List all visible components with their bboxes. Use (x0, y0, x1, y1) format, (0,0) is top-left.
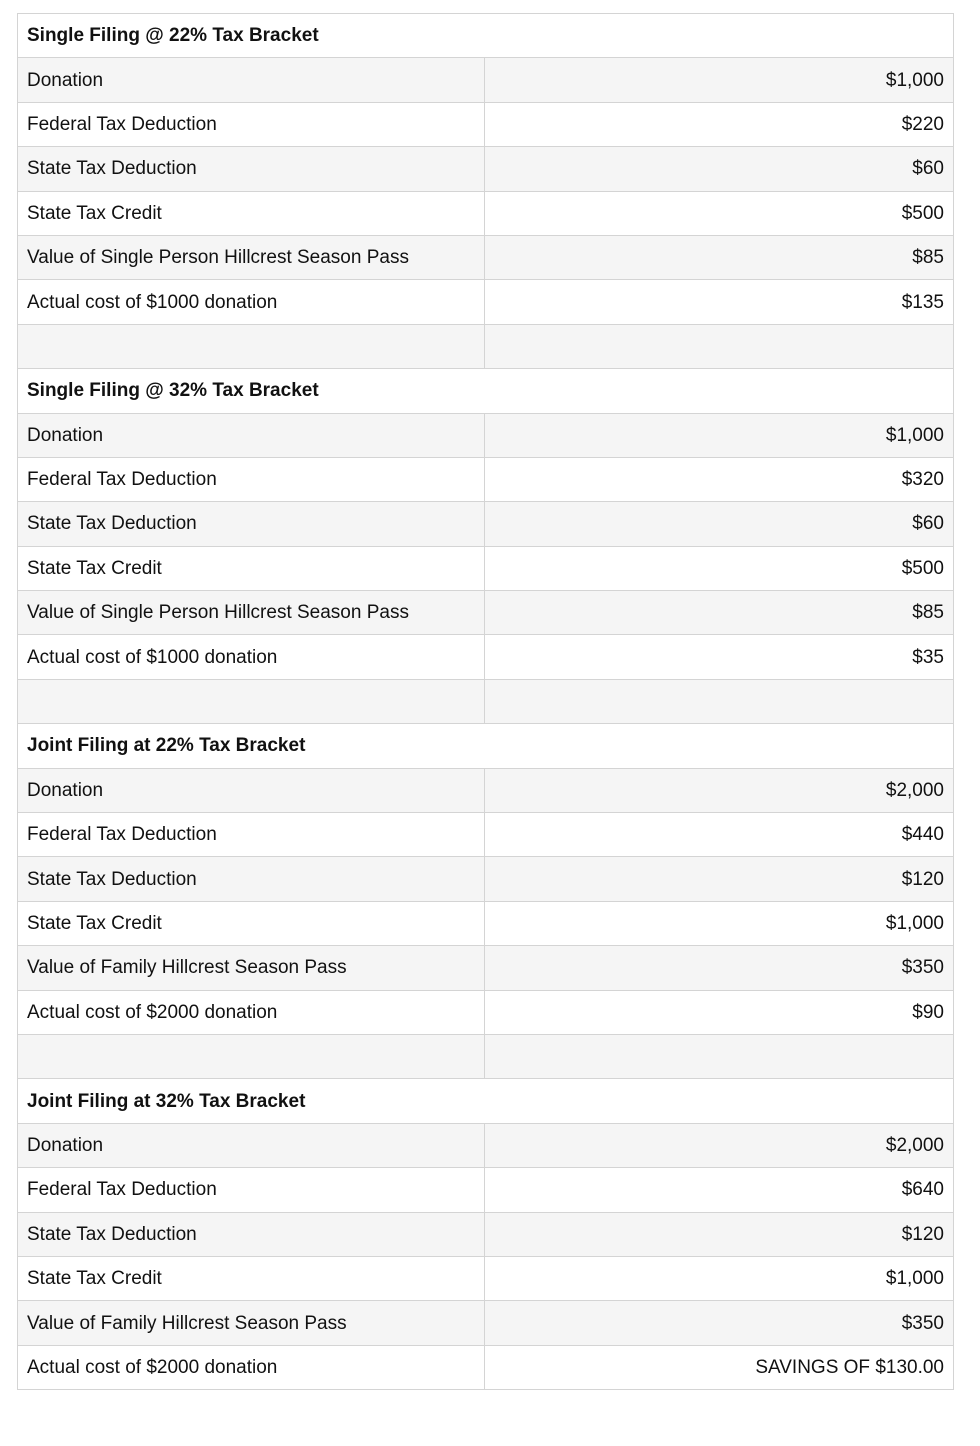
spacer-cell (18, 679, 485, 723)
row-label: Donation (18, 413, 485, 457)
row-label: State Tax Deduction (18, 147, 485, 191)
spacer-cell (18, 1034, 485, 1078)
table-row (18, 235, 954, 279)
table-row (18, 990, 954, 1034)
section-header (18, 1079, 954, 1123)
row-label: Value of Family Hillcrest Season Pass (18, 1301, 485, 1345)
table-row (18, 1256, 954, 1300)
row-value: $1,000 (485, 413, 954, 457)
row-value: $1,000 (485, 1256, 954, 1300)
row-value: $2,000 (485, 1123, 954, 1167)
tax-table-body (18, 14, 954, 1390)
section-title: Single Filing @ 32% Tax Bracket (18, 369, 954, 413)
row-value: SAVINGS OF $130.00 (485, 1345, 954, 1389)
table-row (18, 147, 954, 191)
table-row (18, 191, 954, 235)
section-header (18, 14, 954, 58)
table-row (18, 502, 954, 546)
row-label: Value of Family Hillcrest Season Pass (18, 946, 485, 990)
row-value: $120 (485, 1212, 954, 1256)
row-label: State Tax Credit (18, 901, 485, 945)
row-label: Value of Single Person Hillcrest Season Pass (18, 591, 485, 635)
row-label: Federal Tax Deduction (18, 1168, 485, 1212)
row-label: Actual cost of $2000 donation (18, 1345, 485, 1389)
table-row (18, 1212, 954, 1256)
spacer-row (18, 1034, 954, 1078)
spacer-row (18, 679, 954, 723)
table-row (18, 1123, 954, 1167)
row-label: Actual cost of $2000 donation (18, 990, 485, 1034)
table-row (18, 946, 954, 990)
row-value: $90 (485, 990, 954, 1034)
row-value: $640 (485, 1168, 954, 1212)
row-label: Value of Single Person Hillcrest Season Pass (18, 235, 485, 279)
row-label: State Tax Credit (18, 1256, 485, 1300)
row-value: $60 (485, 502, 954, 546)
row-value: $85 (485, 235, 954, 279)
row-label: Actual cost of $1000 donation (18, 280, 485, 324)
row-value: $85 (485, 591, 954, 635)
spacer-cell (485, 1034, 954, 1078)
section-title: Joint Filing at 32% Tax Bracket (18, 1079, 954, 1123)
spacer-row (18, 324, 954, 368)
section-title: Single Filing @ 22% Tax Bracket (18, 14, 954, 58)
table-row (18, 635, 954, 679)
table-row (18, 280, 954, 324)
row-label: Federal Tax Deduction (18, 457, 485, 501)
row-value: $1,000 (485, 58, 954, 102)
row-value: $135 (485, 280, 954, 324)
row-value: $60 (485, 147, 954, 191)
row-value: $1,000 (485, 901, 954, 945)
table-row (18, 1301, 954, 1345)
row-value: $220 (485, 102, 954, 146)
row-label: Donation (18, 768, 485, 812)
row-value: $2,000 (485, 768, 954, 812)
table-row (18, 457, 954, 501)
row-value: $500 (485, 546, 954, 590)
row-label: Donation (18, 58, 485, 102)
table-row (18, 857, 954, 901)
section-title: Joint Filing at 22% Tax Bracket (18, 724, 954, 768)
table-row (18, 1345, 954, 1389)
table-row (18, 102, 954, 146)
row-value: $440 (485, 813, 954, 857)
table-row (18, 1168, 954, 1212)
row-label: Donation (18, 1123, 485, 1167)
row-value: $500 (485, 191, 954, 235)
row-value: $350 (485, 946, 954, 990)
row-label: Federal Tax Deduction (18, 813, 485, 857)
row-label: State Tax Deduction (18, 1212, 485, 1256)
row-value: $120 (485, 857, 954, 901)
row-value: $35 (485, 635, 954, 679)
row-label: State Tax Deduction (18, 857, 485, 901)
spacer-cell (18, 324, 485, 368)
row-label: State Tax Credit (18, 546, 485, 590)
row-label: Federal Tax Deduction (18, 102, 485, 146)
table-row (18, 813, 954, 857)
table-row (18, 58, 954, 102)
table-row (18, 901, 954, 945)
row-label: Actual cost of $1000 donation (18, 635, 485, 679)
spacer-cell (485, 679, 954, 723)
row-label: State Tax Deduction (18, 502, 485, 546)
section-header (18, 369, 954, 413)
spacer-cell (485, 324, 954, 368)
section-header (18, 724, 954, 768)
table-row (18, 591, 954, 635)
row-value: $320 (485, 457, 954, 501)
table-row (18, 768, 954, 812)
tax-savings-table (17, 13, 954, 1390)
row-label: State Tax Credit (18, 191, 485, 235)
table-row (18, 413, 954, 457)
table-row (18, 546, 954, 590)
row-value: $350 (485, 1301, 954, 1345)
